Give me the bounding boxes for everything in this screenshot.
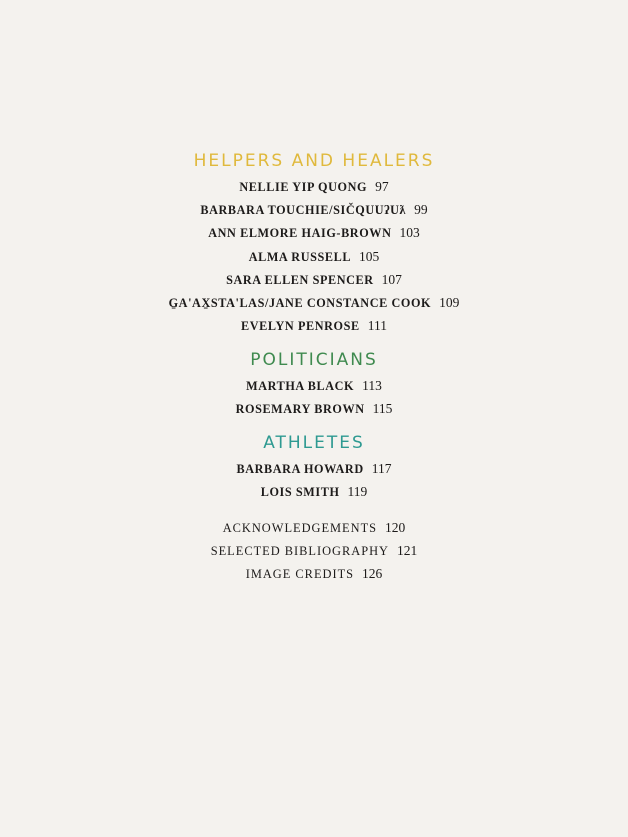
- toc-entry-name: MARTHA BLACK: [246, 379, 355, 393]
- toc-entry-name: ANN ELMORE HAIG-BROWN: [208, 226, 392, 240]
- toc-entry[interactable]: [0, 224, 628, 242]
- toc-entry[interactable]: [0, 178, 628, 196]
- toc-entry-name: EVELYN PENROSE: [241, 319, 360, 333]
- toc-entry-name: NELLIE YIP QUONG: [239, 180, 368, 194]
- toc-entry-page: 107: [381, 272, 402, 287]
- toc-entry-name: G̱A'AX̱STA'LAS/JANE CONSTANCE COOK: [168, 296, 432, 310]
- toc-entry-page: 103: [399, 225, 420, 240]
- toc-entry-name: SELECTED BIBLIOGRAPHY: [210, 544, 390, 558]
- toc-entry[interactable]: [0, 294, 628, 312]
- section-heading-politicians: POLITICIANS: [250, 350, 378, 370]
- toc-entry-page: 120: [385, 520, 406, 535]
- toc-entry-name: BARBARA TOUCHIE/SIČQUUʔUƛ: [200, 203, 407, 217]
- toc-entry-page: 105: [359, 249, 380, 264]
- section-heading-athletes: ATHLETES: [263, 433, 365, 453]
- toc-entry-page: 115: [372, 401, 393, 416]
- toc-entry-page: 99: [414, 202, 428, 217]
- toc-entry-name: BARBARA HOWARD: [236, 462, 364, 476]
- toc-entry-page: 97: [375, 179, 389, 194]
- toc-entry-name: ALMA RUSSELL: [248, 250, 352, 264]
- section-heading-helpers-and-healers: HELPERS AND HEALERS: [193, 151, 435, 171]
- toc-entry-name: IMAGE CREDITS: [245, 567, 355, 581]
- toc-entry-name: ROSEMARY BROWN: [235, 402, 365, 416]
- toc-entry-page: 111: [367, 318, 387, 333]
- toc-back-matter-entry[interactable]: [0, 542, 628, 560]
- toc-entry[interactable]: [0, 377, 628, 395]
- toc-entry-page: 126: [362, 566, 383, 581]
- toc-entry-name: ACKNOWLEDGEMENTS: [222, 521, 378, 535]
- toc-entry-page: 121: [397, 543, 418, 558]
- toc-entry[interactable]: [0, 483, 628, 501]
- toc-entry[interactable]: [0, 271, 628, 289]
- toc-entry[interactable]: [0, 317, 628, 335]
- toc-back-matter-entry[interactable]: [0, 565, 628, 583]
- toc-entry-page: 113: [362, 378, 382, 393]
- toc-entry-name: SARA ELLEN SPENCER: [226, 273, 374, 287]
- toc-entry[interactable]: [0, 460, 628, 478]
- toc-entry-page: 109: [439, 295, 460, 310]
- toc-entry-page: 119: [347, 484, 368, 499]
- toc-entry[interactable]: [0, 201, 628, 219]
- toc-entry-page: 117: [371, 461, 392, 476]
- toc-entry[interactable]: [0, 248, 628, 266]
- toc-entry-name: LOIS SMITH: [260, 485, 340, 499]
- toc-entry[interactable]: [0, 400, 628, 418]
- toc-back-matter-entry[interactable]: [0, 519, 628, 537]
